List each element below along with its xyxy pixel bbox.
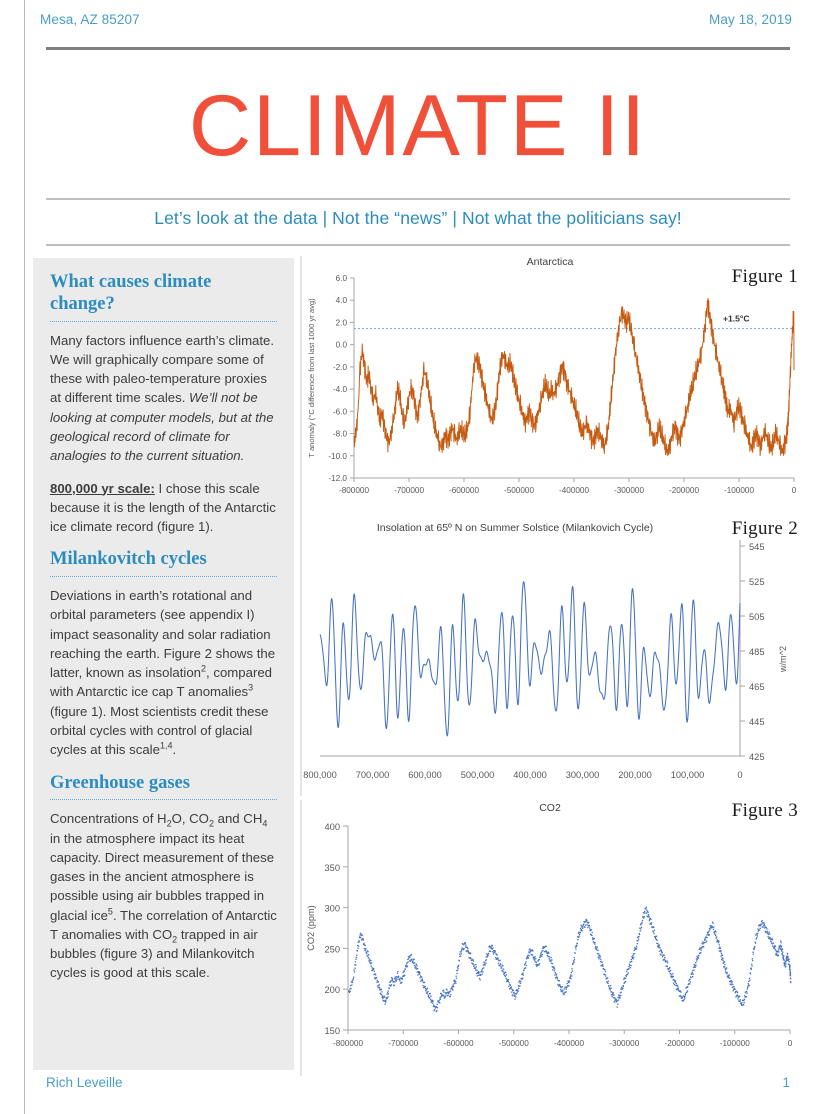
text-run: I chose this scale because it is the length of the Antarctic ice climate record (figure 1). bbox=[50, 480, 276, 535]
chart-text: -100000 bbox=[719, 1039, 750, 1048]
sidebar-section-heading: Greenhouse gases bbox=[50, 772, 190, 793]
page-left-rule bbox=[24, 0, 25, 1114]
chart-text: 300,000 bbox=[565, 770, 600, 780]
chart-text: 400,000 bbox=[513, 770, 547, 780]
chart-text: 0.0 bbox=[335, 340, 347, 350]
text-run: 2 bbox=[166, 819, 172, 829]
chart-text: 425 bbox=[749, 752, 765, 762]
sidebar-dotted-divider bbox=[50, 576, 277, 577]
chart-text: 200,000 bbox=[618, 770, 652, 780]
chart-text: 0 bbox=[787, 1039, 793, 1048]
chart-text: -400000 bbox=[553, 1039, 585, 1048]
chart-text: 150 bbox=[324, 1026, 340, 1036]
chart-text: -10.0 bbox=[328, 451, 347, 461]
figures-column bbox=[300, 256, 800, 1076]
chart-text: 250 bbox=[324, 944, 340, 955]
page-title: CLIMATE II bbox=[188, 77, 648, 174]
chart-text: w/m^2 bbox=[778, 645, 788, 673]
chart-text: 200 bbox=[324, 985, 340, 996]
figure-2-label: Figure 2 bbox=[731, 518, 798, 539]
chart-text: -200000 bbox=[664, 1039, 695, 1048]
figure-1-label: Figure 1 bbox=[731, 266, 798, 287]
text-run: Concentrations of H bbox=[50, 811, 167, 827]
chart-text: 500,000 bbox=[460, 770, 495, 780]
chart-text: -700000 bbox=[393, 486, 425, 495]
chart-text: 485 bbox=[749, 647, 765, 657]
page-subtitle: Let’s look at the data | Not the “news” | Not what the politicians say! bbox=[154, 208, 682, 228]
figure-2-insolation bbox=[300, 518, 800, 796]
header-date: May 18, 2019 bbox=[708, 12, 792, 27]
chart-text: -500000 bbox=[503, 486, 535, 495]
chart-text: 100,000 bbox=[670, 770, 705, 780]
figure-3-co2 bbox=[300, 800, 800, 1076]
text-run: . bbox=[172, 742, 177, 758]
sidebar-paragraph bbox=[50, 331, 277, 466]
title-divider-top bbox=[46, 198, 790, 200]
chart-text: -700000 bbox=[388, 1039, 419, 1048]
text-run: (figure 1). Most scientists credit these orbital cycles with control of glacial cycles at this scale bbox=[50, 703, 269, 758]
text-run: in the atmosphere impact its heat capacity. Direct measurement of these gases in the ancient atmosphere is possible using air bubbles trapped in glacial ice bbox=[50, 830, 275, 923]
figure-3-plot bbox=[300, 800, 800, 1076]
figure-2-plot bbox=[300, 518, 800, 796]
chart-text: -800000 bbox=[338, 486, 370, 495]
sidebar-section-heading: Milankovitch cycles bbox=[50, 549, 207, 570]
chart-text: -2.0 bbox=[332, 362, 347, 372]
sidebar-paragraph bbox=[50, 809, 277, 982]
figure-1-plot bbox=[300, 256, 800, 518]
text-run: 2 bbox=[201, 663, 207, 674]
text-run: trapped in air bubbles (figure 3) and Milankovitch cycles is good at this scale. bbox=[50, 926, 258, 981]
text-run: We’ll not be looking at computer models, but at the geological record of climate for analogies to the current situation. bbox=[50, 390, 274, 464]
chart-text: 465 bbox=[749, 682, 765, 692]
sidebar-paragraph bbox=[50, 586, 277, 759]
text-run: Deviations in earth’s rotational and orbital parameters (see appendix I) impact seasonality and solar radiation reaching the earth. Figure 2 shows the latter, known as insolation bbox=[50, 588, 276, 681]
figure-3-title: CO2 bbox=[539, 802, 561, 814]
chart-text: -4.0 bbox=[332, 385, 347, 395]
figure-3-label: Figure 3 bbox=[731, 800, 798, 821]
chart-text: +1.5°C bbox=[722, 313, 750, 324]
chart-text: 2.0 bbox=[335, 318, 347, 328]
text-run: 1,4 bbox=[159, 740, 173, 751]
chart-text: 0 bbox=[737, 770, 743, 780]
figure-3-series-points bbox=[348, 907, 791, 1013]
sidebar-article-column bbox=[33, 258, 294, 1070]
text-run: O, CO bbox=[171, 811, 209, 827]
chart-text: CO2 (ppm) bbox=[306, 905, 316, 951]
header-location: Mesa, AZ 85207 bbox=[40, 12, 140, 27]
chart-text: -300000 bbox=[613, 486, 645, 495]
chart-text: 350 bbox=[324, 862, 340, 873]
chart-text: 545 bbox=[749, 542, 765, 552]
text-run: and CH bbox=[213, 811, 263, 827]
chart-text: 600,000 bbox=[408, 770, 442, 780]
chart-text: -300000 bbox=[609, 1039, 640, 1048]
title-divider-bottom bbox=[46, 244, 790, 246]
document-header bbox=[40, 12, 792, 27]
title-block bbox=[46, 58, 790, 193]
chart-text: 4.0 bbox=[335, 296, 347, 306]
sidebar-dotted-divider bbox=[50, 799, 277, 800]
figure-1-title: Antarctica bbox=[526, 256, 574, 268]
chart-text: -6.0 bbox=[332, 407, 347, 417]
chart-text: -600000 bbox=[443, 1039, 474, 1048]
chart-text: 0 bbox=[791, 486, 797, 495]
text-run: 800,000 yr scale: bbox=[50, 480, 155, 496]
footer-page-number: 1 bbox=[782, 1075, 790, 1090]
text-run: . The correlation of Antarctic T anomalies with CO bbox=[50, 907, 277, 942]
figure-1-antarctica bbox=[300, 256, 800, 518]
figure-2-title: Insolation at 65º N on Summer Solstice (Milankovich Cycle) bbox=[376, 522, 654, 534]
chart-text: 800,000 bbox=[303, 770, 337, 780]
footer-author: Rich Leveille bbox=[46, 1075, 123, 1090]
chart-text: 300 bbox=[324, 903, 340, 914]
chart-text: 445 bbox=[749, 717, 765, 727]
sidebar-section-heading: What causes climate change? bbox=[50, 272, 212, 314]
sidebar-dotted-divider bbox=[50, 321, 277, 322]
text-run: 4 bbox=[262, 819, 268, 829]
figure-2-series-line bbox=[320, 582, 740, 736]
chart-text: 400 bbox=[324, 822, 340, 832]
chart-text: 505 bbox=[749, 612, 765, 622]
chart-text: 6.0 bbox=[335, 274, 347, 283]
chart-text: -8.0 bbox=[332, 429, 347, 439]
chart-text: -400000 bbox=[558, 486, 590, 495]
text-run: Many factors influence earth’s climate. We will graphically compare some of these with paleo-temperature proxies at different time scales. bbox=[50, 332, 275, 406]
text-run: 5 bbox=[107, 906, 113, 917]
text-run: 2 bbox=[208, 819, 214, 829]
chart-text: 700,000 bbox=[355, 770, 390, 780]
text-run: , compared with Antarctic ice cap T anomalies bbox=[50, 665, 273, 700]
chart-text: T anomaly (°C difference from last 1000 yr avg) bbox=[307, 298, 316, 458]
chart-text: -500000 bbox=[498, 1039, 529, 1048]
header-divider-heavy bbox=[46, 47, 790, 50]
document-footer bbox=[46, 1075, 790, 1090]
text-run: 2 bbox=[172, 934, 178, 945]
chart-text: -800000 bbox=[332, 1039, 364, 1048]
chart-text: -200000 bbox=[668, 486, 700, 495]
chart-text: -12.0 bbox=[328, 474, 347, 483]
chart-text: -100000 bbox=[723, 486, 755, 495]
chart-text: 525 bbox=[749, 577, 765, 587]
sidebar-paragraph bbox=[50, 479, 277, 537]
text-run: 3 bbox=[248, 683, 254, 694]
chart-text: -600000 bbox=[448, 486, 480, 495]
